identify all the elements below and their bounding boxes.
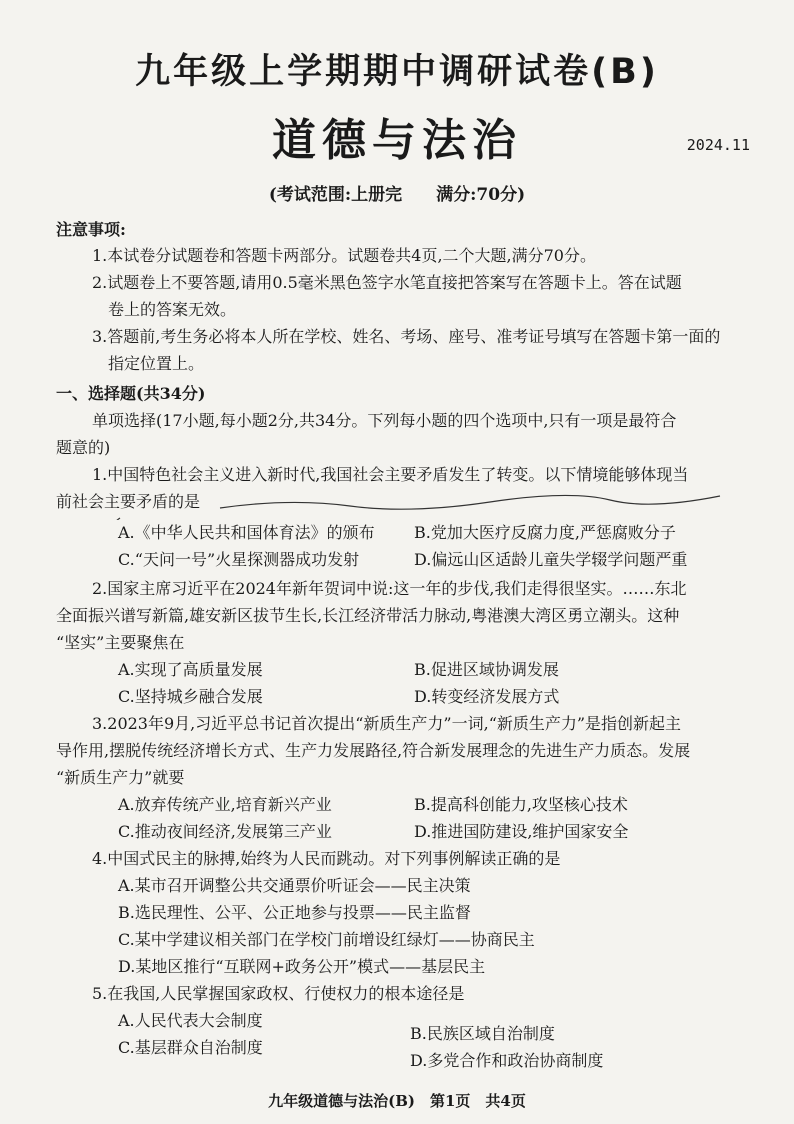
option-b: B.选民理性、公平、公正地参与投票——民主监督 <box>118 903 471 922</box>
option-b: B.党加大医疗反腐力度,严惩腐败分子 <box>414 523 676 542</box>
question-stem: “坚实”主要聚焦在 <box>56 633 185 652</box>
option-c: C.推动夜间经济,发展第三产业 <box>118 822 332 841</box>
note-item: 3.答题前,考生务必将本人所在学校、姓名、考场、座号、准考证号填写在答题卡第一面的 <box>92 327 721 346</box>
exam-date: 2024.11 <box>686 136 750 154</box>
note-item: 2.试题卷上不要答题,请用0.5毫米黑色签字水笔直接把答案写在答题卡上。答在试题 <box>92 273 682 292</box>
question-stem: 5.在我国,人民掌握国家政权、行使权力的根本途径是 <box>92 984 465 1003</box>
handwritten-underline <box>90 490 730 520</box>
subject-title: 道德与法治 <box>272 115 522 166</box>
option-a: A.《中华人民共和国体育法》的颁布 <box>118 523 375 542</box>
exam-scope: (考试范围:上册完 满分:70分) <box>268 185 526 205</box>
question-stem: 2.国家主席习近平在2024年新年贺词中说:这一年的步伐,我们走得很坚实。……东北 <box>92 579 687 598</box>
question-stem: 1.中国特色社会主义进入新时代,我国社会主要矛盾发生了转变。以下情境能够体现当 <box>92 465 689 484</box>
option-d: D.转变经济发展方式 <box>414 687 560 706</box>
page-footer: 九年级道德与法治(B) 第1页 共4页 <box>268 1092 526 1110</box>
option-b: B.民族区域自治制度 <box>410 1024 555 1043</box>
question-stem: 4.中国式民主的脉搏,始终为人民而跳动。对下列事例解读正确的是 <box>92 849 561 868</box>
section-heading: 一、选择题(共34分) <box>56 384 206 403</box>
note-item: 指定位置上。 <box>108 354 205 373</box>
option-c: C.基层群众自治制度 <box>118 1038 263 1057</box>
notes-heading: 注意事项: <box>56 220 126 239</box>
question-stem: 导作用,摆脱传统经济增长方式、生产力发展路径,符合新发展理念的先进生产力质态。发展 <box>56 741 691 760</box>
section-intro: 题意的) <box>56 438 111 457</box>
option-b: B.促进区域协调发展 <box>414 660 559 679</box>
option-d: D.推进国防建设,维护国家安全 <box>414 822 629 841</box>
note-item: 卷上的答案无效。 <box>108 300 237 319</box>
question-stem: “新质生产力”就要 <box>56 768 185 787</box>
exam-title: 九年级上学期期中调研试卷(B) <box>135 52 659 92</box>
option-c: C.坚持城乡融合发展 <box>118 687 263 706</box>
option-a: A.放弃传统产业,培育新兴产业 <box>118 795 332 814</box>
option-c: C.“天问一号”火星探测器成功发射 <box>118 550 360 569</box>
question-stem: 3.2023年9月,习近平总书记首次提出“新质生产力”一词,“新质生产力”是指创新起主 <box>92 714 682 733</box>
option-d: D.某地区推行“互联网+政务公开”模式——基层民主 <box>118 957 486 976</box>
question-stem: 前社会主要矛盾的是 <box>56 492 201 511</box>
option-a: A.某市召开调整公共交通票价听证会——民主决策 <box>118 876 471 895</box>
note-item: 1.本试卷分试题卷和答题卡两部分。试题卷共4页,二个大题,满分70分。 <box>92 246 596 265</box>
question-stem: 全面振兴谱写新篇,雄安新区拔节生长,长江经济带活力脉动,粤港澳大湾区勇立潮头。这种 <box>56 606 680 625</box>
option-a: A.实现了高质量发展 <box>118 660 263 679</box>
option-d: D.偏远山区适龄儿童失学辍学问题严重 <box>414 550 688 569</box>
section-intro: 单项选择(17小题,每小题2分,共34分。下列每小题的四个选项中,只有一项是最符合 <box>92 411 677 430</box>
option-d: D.多党合作和政治协商制度 <box>410 1051 604 1070</box>
option-b: B.提高科创能力,攻坚核心技术 <box>414 795 628 814</box>
option-c: C.某中学建议相关部门在学校门前增设红绿灯——协商民主 <box>118 930 535 949</box>
option-a: A.人民代表大会制度 <box>118 1011 263 1030</box>
